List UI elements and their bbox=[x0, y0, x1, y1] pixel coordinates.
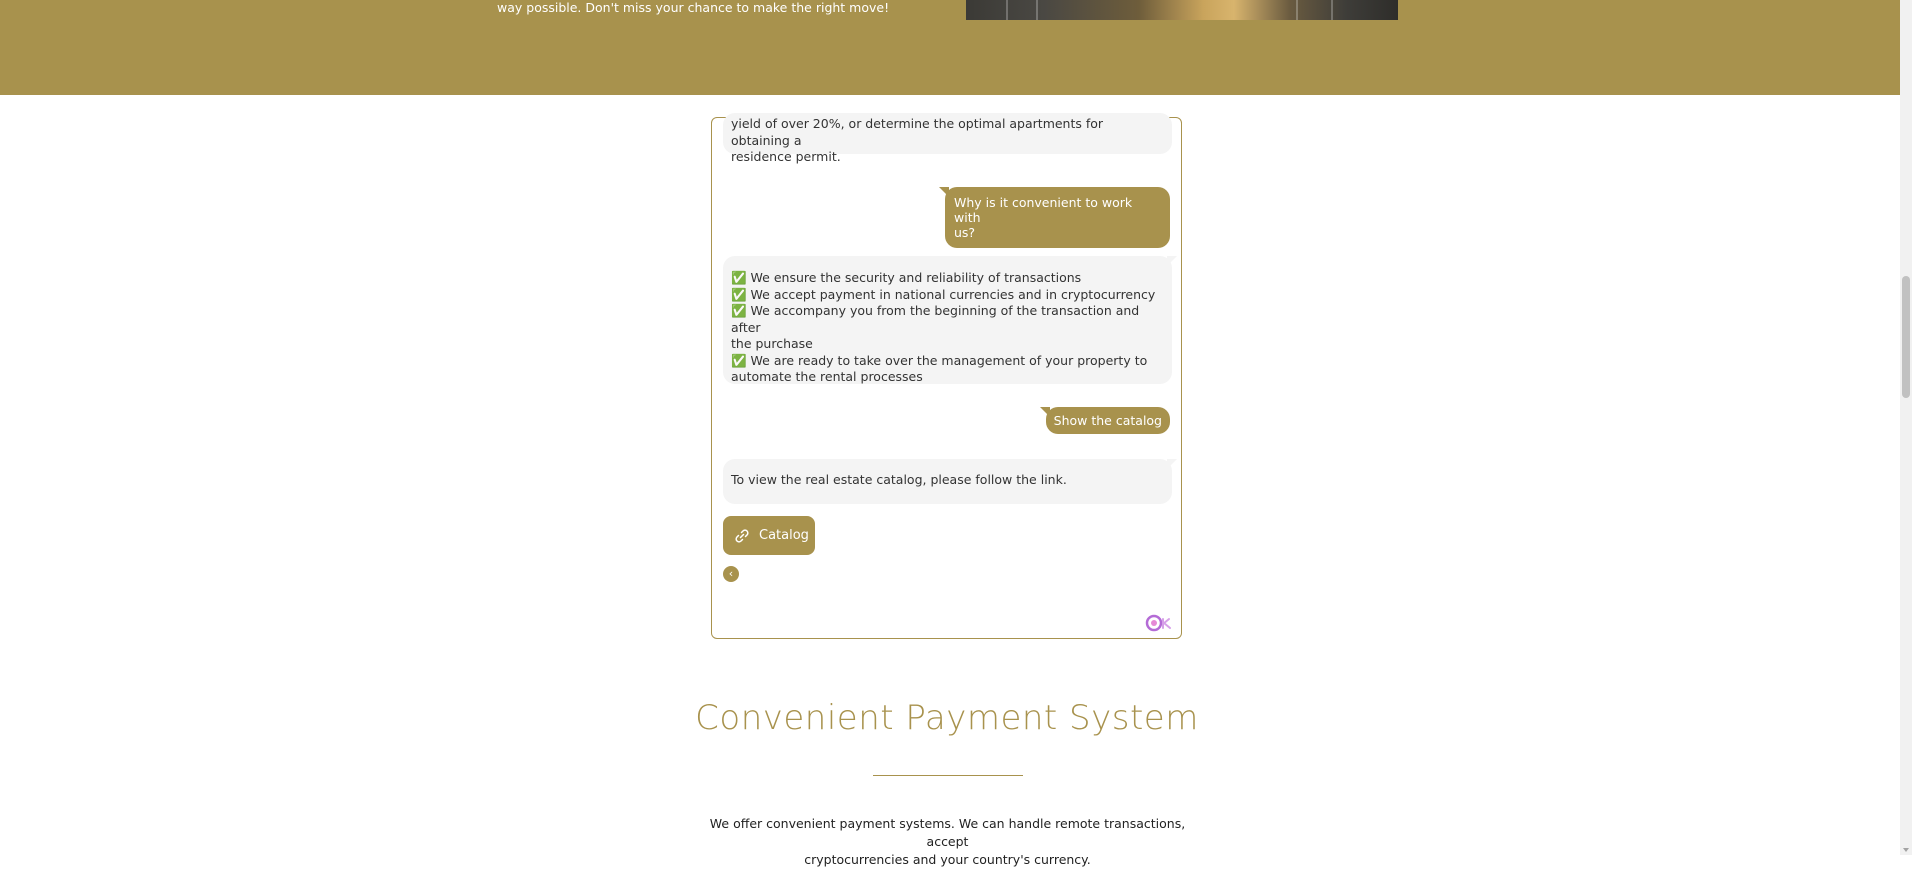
chat-message-line: us? bbox=[954, 225, 976, 240]
scroll-down-arrow-icon[interactable] bbox=[1903, 848, 1909, 852]
section-divider bbox=[873, 775, 1023, 776]
chat-message-bot bbox=[723, 459, 1172, 504]
chat-message-line: ✅ We accompany you from the beginning of the transaction and after bbox=[731, 303, 1140, 335]
section-title: Convenient Payment System bbox=[695, 698, 1199, 738]
section-description-line: cryptocurrencies and your country's currency. bbox=[804, 852, 1091, 867]
chat-message-bot bbox=[723, 256, 1172, 384]
scrollbar-thumb[interactable] bbox=[1902, 276, 1910, 398]
hero-image bbox=[966, 0, 1398, 20]
chat-message-user bbox=[1046, 407, 1170, 434]
chat-message-line: ✅ We are ready to take over the management of your property to bbox=[731, 352, 1148, 368]
chat-message-line: the purchase bbox=[731, 336, 813, 351]
chat-message-line: To view the real estate catalog, please follow the link. bbox=[731, 472, 1067, 487]
chat-message-line: Show the catalog bbox=[1053, 413, 1162, 428]
chat-message-line: Why is it convenient to work with bbox=[954, 195, 1133, 225]
chat-message-line: automate the rental processes bbox=[731, 369, 923, 384]
chat-brand-logo-icon bbox=[1145, 614, 1175, 632]
chevron-left-icon[interactable]: ‹ bbox=[723, 566, 739, 582]
hero-banner bbox=[0, 0, 1900, 95]
hero-text: way possible. Don't miss your chance to make the right move! bbox=[497, 0, 890, 15]
page-scrollbar[interactable] bbox=[1900, 0, 1912, 855]
catalog-button[interactable] bbox=[723, 516, 815, 555]
chat-message-line: ✅ We accept payment in national currencies and in cryptocurrency bbox=[731, 286, 1156, 302]
chat-message-bot bbox=[723, 113, 1172, 164]
chat-message-line: ✅ We ensure the security and reliability of transactions bbox=[731, 270, 1082, 285]
chat-message-line: yield of over 20%, or determine the optimal apartments for obtaining a bbox=[731, 116, 1104, 148]
chat-message-user bbox=[945, 187, 1170, 248]
chat-widget[interactable] bbox=[711, 117, 1182, 639]
section-description-line: We offer convenient payment systems. We can handle remote transactions, accept bbox=[709, 816, 1186, 849]
catalog-button-label: Catalog bbox=[759, 528, 809, 543]
link-icon bbox=[734, 528, 750, 544]
chat-message-line: residence permit. bbox=[731, 149, 841, 164]
section-description bbox=[690, 815, 1205, 869]
